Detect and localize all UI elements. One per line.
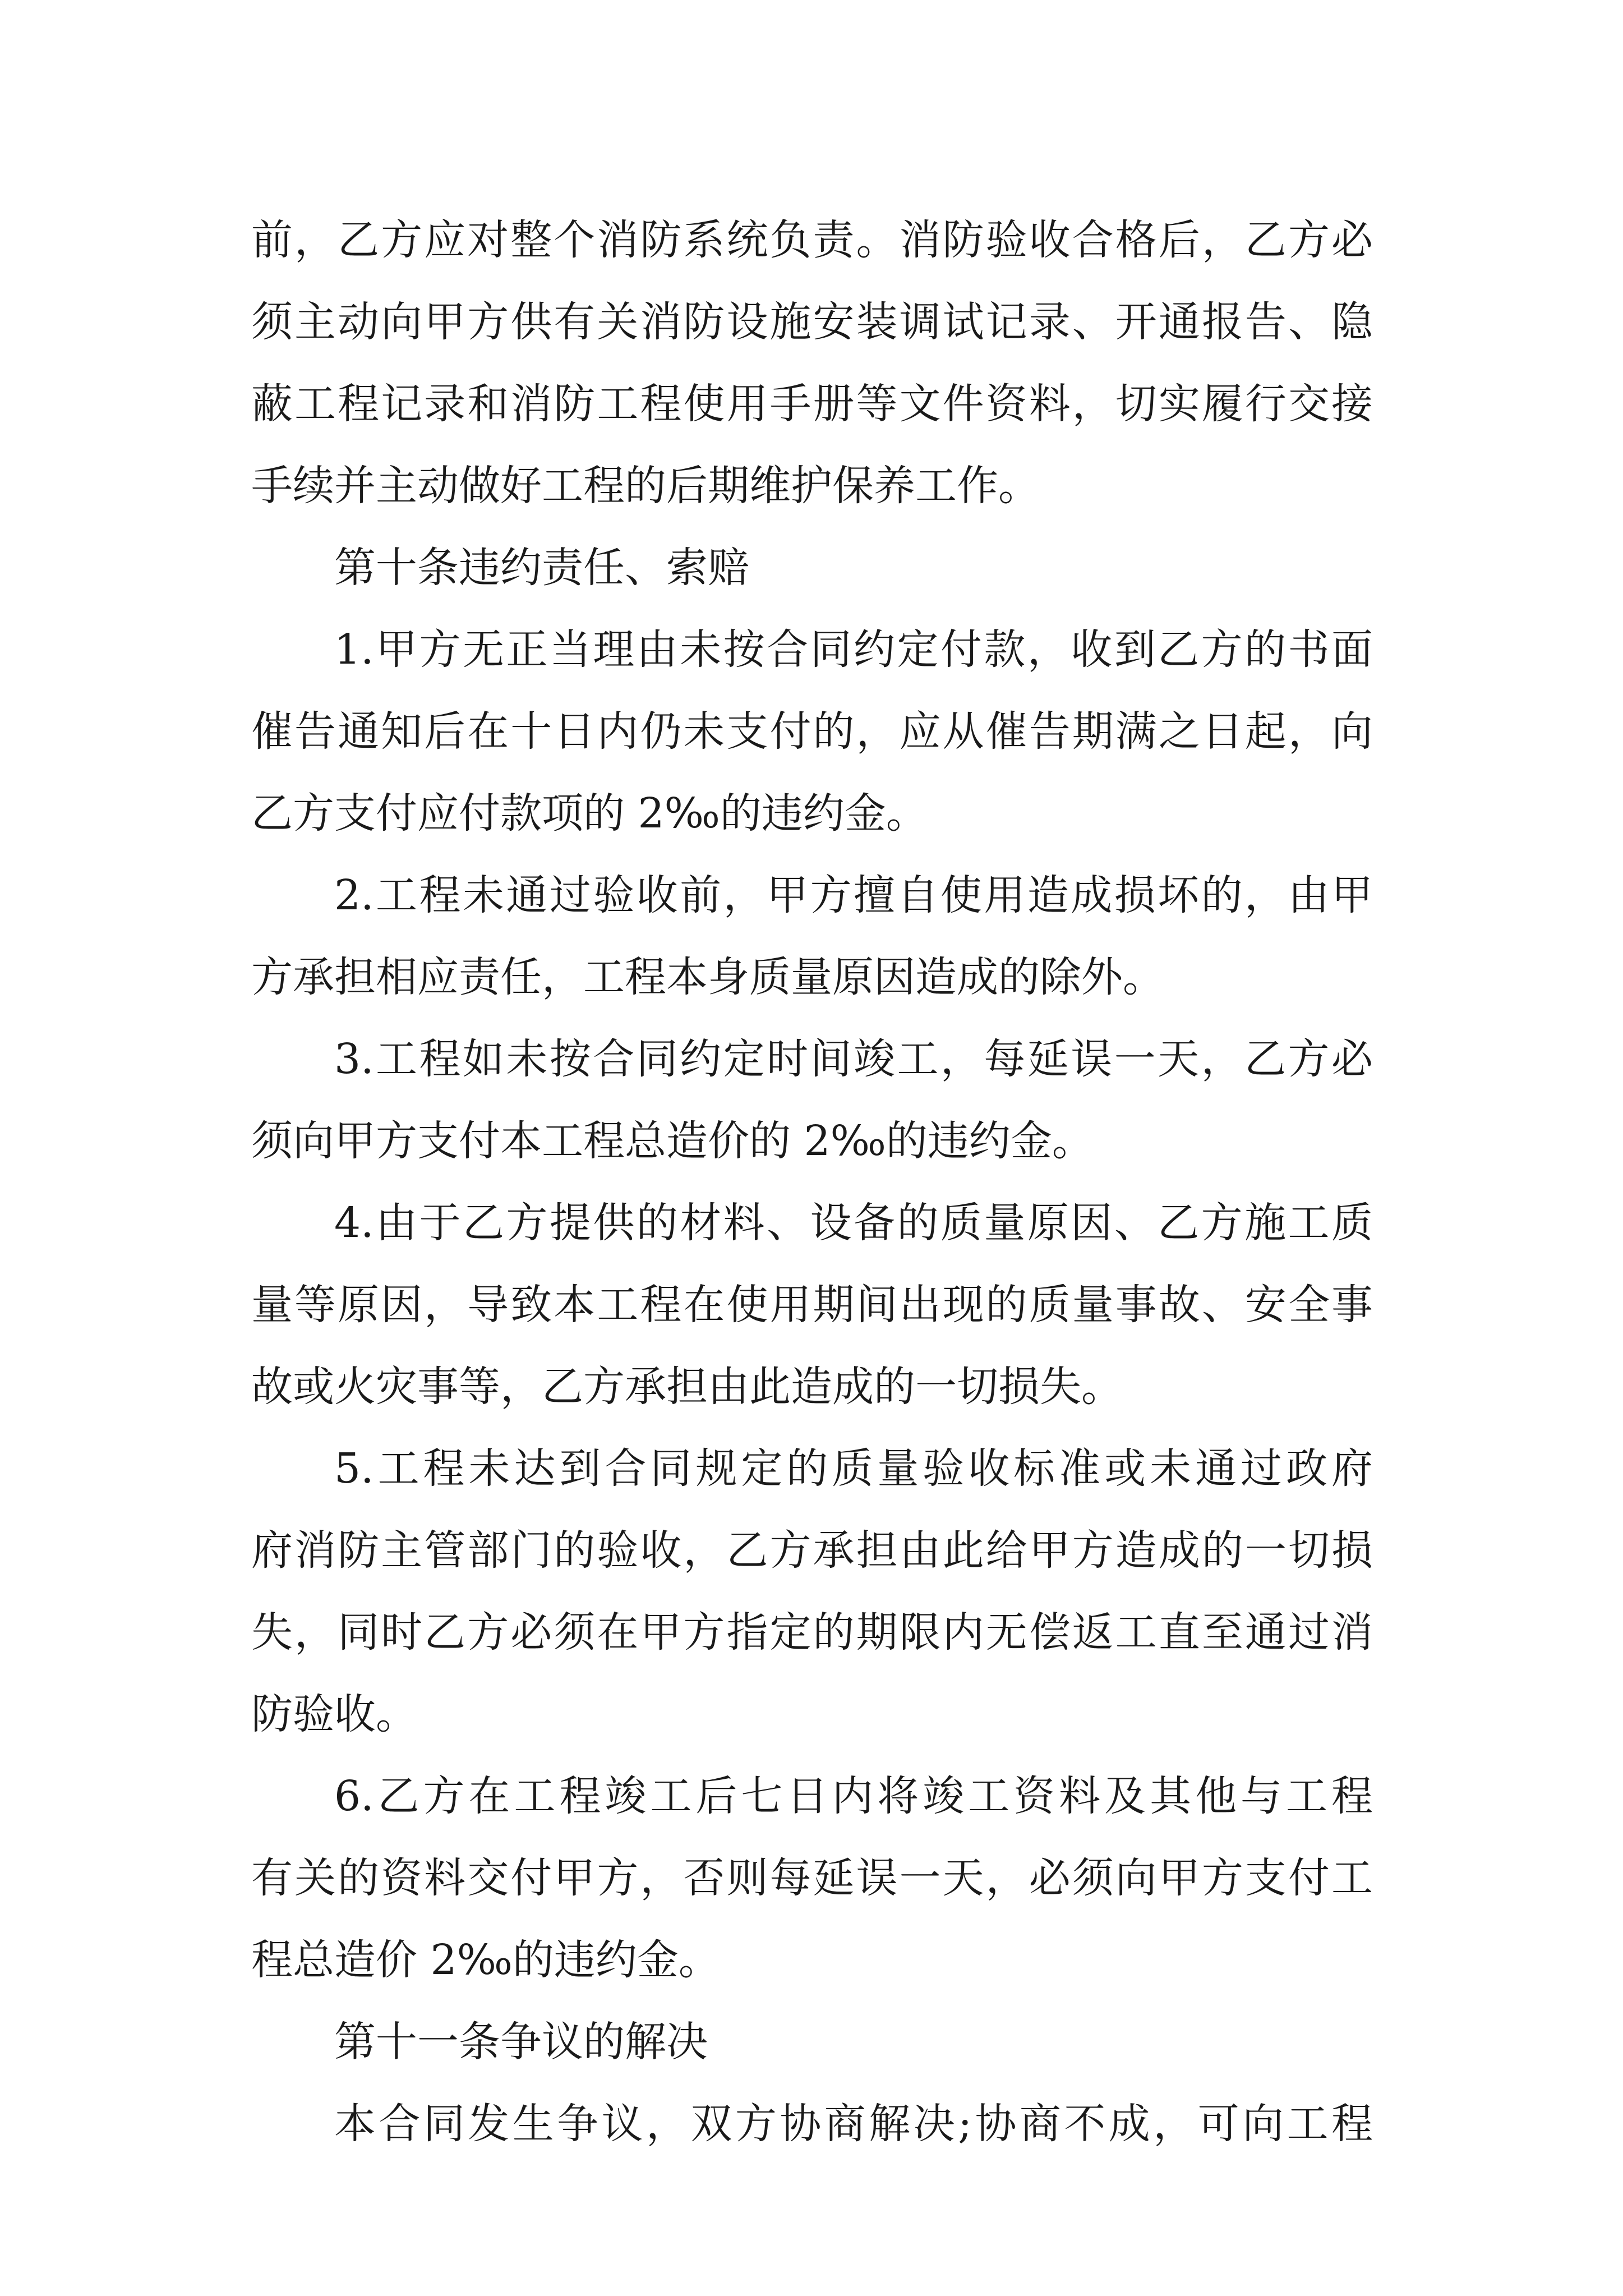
text-line: 府消防主管部门的验收，乙方承担由此给甲方造成的一切损 xyxy=(251,1526,1373,1575)
text-line: 手续并主动做好工程的后期维护保养工作。 xyxy=(251,462,1040,510)
text-line: 有关的资料交付甲方，否则每延误一天，必须向甲方支付工 xyxy=(251,1854,1373,1902)
text-line: 乙方支付应付款项的 2‰的违约金。 xyxy=(251,789,928,838)
text-line: 催告通知后在十日内仍未支付的，应从催告期满之日起，向 xyxy=(251,707,1373,756)
contract-body-text xyxy=(251,199,1373,2165)
clause-5-line: 5.工程未达到合同规定的质量验收标准或未通过政府 xyxy=(334,1444,1373,1493)
text-line: 故或火灾事等，乙方承担由此造成的一切损失。 xyxy=(251,1363,1123,1411)
clause-1-line: 1.甲方无正当理由未按合同约定付款，收到乙方的书面 xyxy=(334,625,1373,674)
clause-3-line: 3.工程如未按合同约定时间竣工，每延误一天，乙方必 xyxy=(334,1035,1373,1083)
text-line: 蔽工程记录和消防工程使用手册等文件资料，切实履行交接 xyxy=(251,380,1373,428)
section-heading-article-10: 第十条违约责任、索赔 xyxy=(334,544,749,592)
section-heading-article-11: 第十一条争议的解决 xyxy=(334,2018,708,2066)
text-line: 量等原因，导致本工程在使用期间出现的质量事故、安全事 xyxy=(251,1281,1373,1329)
text-line: 防验收。 xyxy=(251,1690,417,1738)
text-line: 失，同时乙方必须在甲方指定的期限内无偿返工直至通过消 xyxy=(251,1608,1373,1657)
text-line: 须主动向甲方供有关消防设施安装调试记录、开通报告、隐 xyxy=(251,298,1373,346)
text-line: 须向甲方支付本工程总造价的 2‰的违约金。 xyxy=(251,1117,1094,1165)
text-line: 程总造价 2‰的违约金。 xyxy=(251,1936,720,1984)
text-line: 前，乙方应对整个消防系统负责。消防验收合格后，乙方必 xyxy=(251,216,1373,264)
text-line: 方承担相应责任，工程本身质量原因造成的除外。 xyxy=(251,953,1164,1001)
clause-4-line: 4.由于乙方提供的材料、设备的质量原因、乙方施工质 xyxy=(334,1199,1373,1247)
text-line: 本合同发生争议，双方协商解决;协商不成，可向工程 xyxy=(334,2100,1373,2148)
clause-6-line: 6.乙方在工程竣工后七日内将竣工资料及其他与工程 xyxy=(334,1772,1373,1820)
clause-2-line: 2.工程未通过验收前，甲方擅自使用造成损坏的，由甲 xyxy=(334,871,1373,919)
